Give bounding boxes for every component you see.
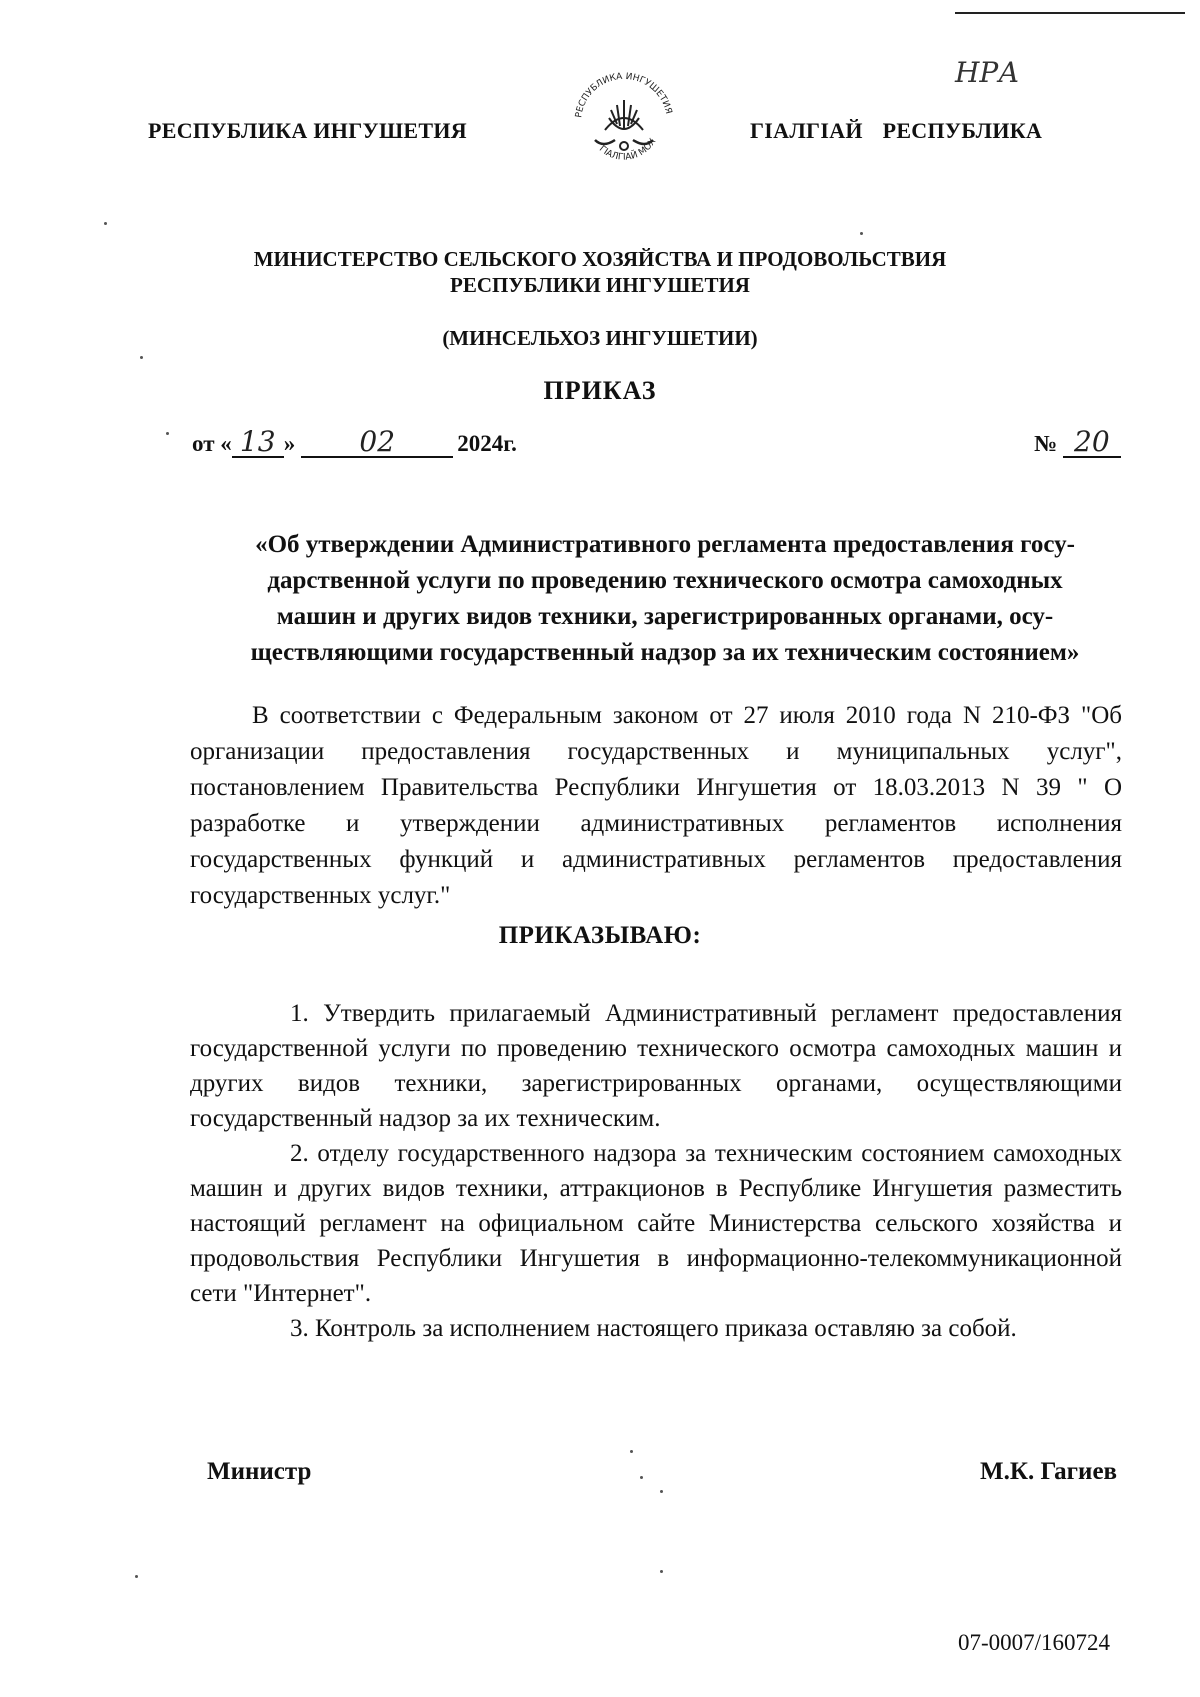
top-edge-line (955, 12, 1185, 14)
order-item-2: 2. отделу государственного надзора за техническим состоянием самоходных машин и других видов техники, аттракционов в Республике Ингушетия разместить настоящий регламент на официальном сайте Министерства сельского хозяйства и продовольствия Республики Ингушетия в информационно-телекоммуникационной сети "Интернет". (190, 1140, 1122, 1307)
subject-line: «Об утверждении Административного регламента предоставления госу- (255, 531, 1075, 558)
command-heading: ПРИКАЗЫВАЮ: (498, 922, 702, 949)
handwritten-note: НРА (955, 56, 1020, 89)
seal-text-bottom: ГIАЛГIАЙ МОХ (596, 136, 659, 163)
header-left-title: РЕСПУБЛИКА ИНГУШЕТИЯ (148, 118, 467, 143)
coat-of-arms-seal (565, 60, 683, 178)
scan-speck (860, 232, 863, 235)
order-subject (208, 527, 1122, 671)
scan-speck (166, 432, 169, 435)
scan-speck (660, 1570, 663, 1573)
ministry-name-line2: РЕСПУБЛИКИ ИНГУШЕТИЯ (450, 273, 750, 297)
scan-speck (660, 1490, 663, 1493)
date-year: 2024г. (457, 431, 517, 456)
preamble-paragraph: В соответствии с Федеральным законом от 27 июля 2010 года N 210-ФЗ "Об организации предоставления государственных и муниципальных услуг", постановлением Правительства Республики Ингушетия от 18.03.2013 N 39 " О разработке и утверждении административных регламентов исполнения государственных функций и административных регламентов предоставления государственных услуг." (190, 702, 1122, 909)
document-registration-number: 07-0007/160724 (958, 1630, 1111, 1655)
order-items (190, 996, 1122, 1346)
number-value: 20 (1063, 428, 1121, 458)
scan-speck (135, 1575, 138, 1578)
number-label: № (1034, 431, 1058, 456)
scan-speck (140, 356, 143, 359)
scan-speck (104, 222, 107, 225)
ministry-short-name: (МИНСЕЛЬХОЗ ИНГУШЕТИИ) (442, 326, 758, 350)
ministry-name-line1: МИНИСТЕРСТВО СЕЛЬСКОГО ХОЗЯЙСТВА И ПРОДОВОЛЬСТВИЯ (253, 247, 947, 271)
date-day: 13 (232, 428, 284, 458)
subject-line: машин и других видов техники, зарегистрированных органами, осу- (276, 603, 1054, 630)
order-title: ПРИКАЗ (543, 376, 657, 405)
seal-text-top: РЕСПУБЛИКА ИНГУШЕТИЯ (574, 71, 674, 119)
order-date (192, 425, 517, 458)
subject-line: ществляющими государственный надзор за их техническим состоянием» (250, 639, 1080, 666)
date-mid: » (283, 431, 296, 456)
subject-line: дарственной услуги по проведению технического осмотра самоходных (267, 567, 1063, 594)
order-number (1034, 425, 1121, 458)
scan-speck (640, 1476, 643, 1479)
signature-position: Министр (207, 1458, 312, 1485)
date-prefix: от « (192, 431, 232, 456)
order-item-1: 1. Утвердить прилагаемый Административный регламент предоставления государственной услуги по проведению технического осмотра самоходных машин и других видов техники, зарегистрированных органами, осуществляющими государственный надзор за их техническим. (190, 1000, 1122, 1132)
order-item-3: 3. Контроль за исполнением настоящего приказа оставляю за собой. (290, 1315, 1017, 1342)
header-right-title: ГIАЛГIАЙ РЕСПУБЛИКА (750, 118, 1043, 143)
scan-speck (630, 1450, 633, 1453)
signature-name: М.К. Гагиев (980, 1458, 1118, 1485)
date-month: 02 (301, 428, 453, 458)
